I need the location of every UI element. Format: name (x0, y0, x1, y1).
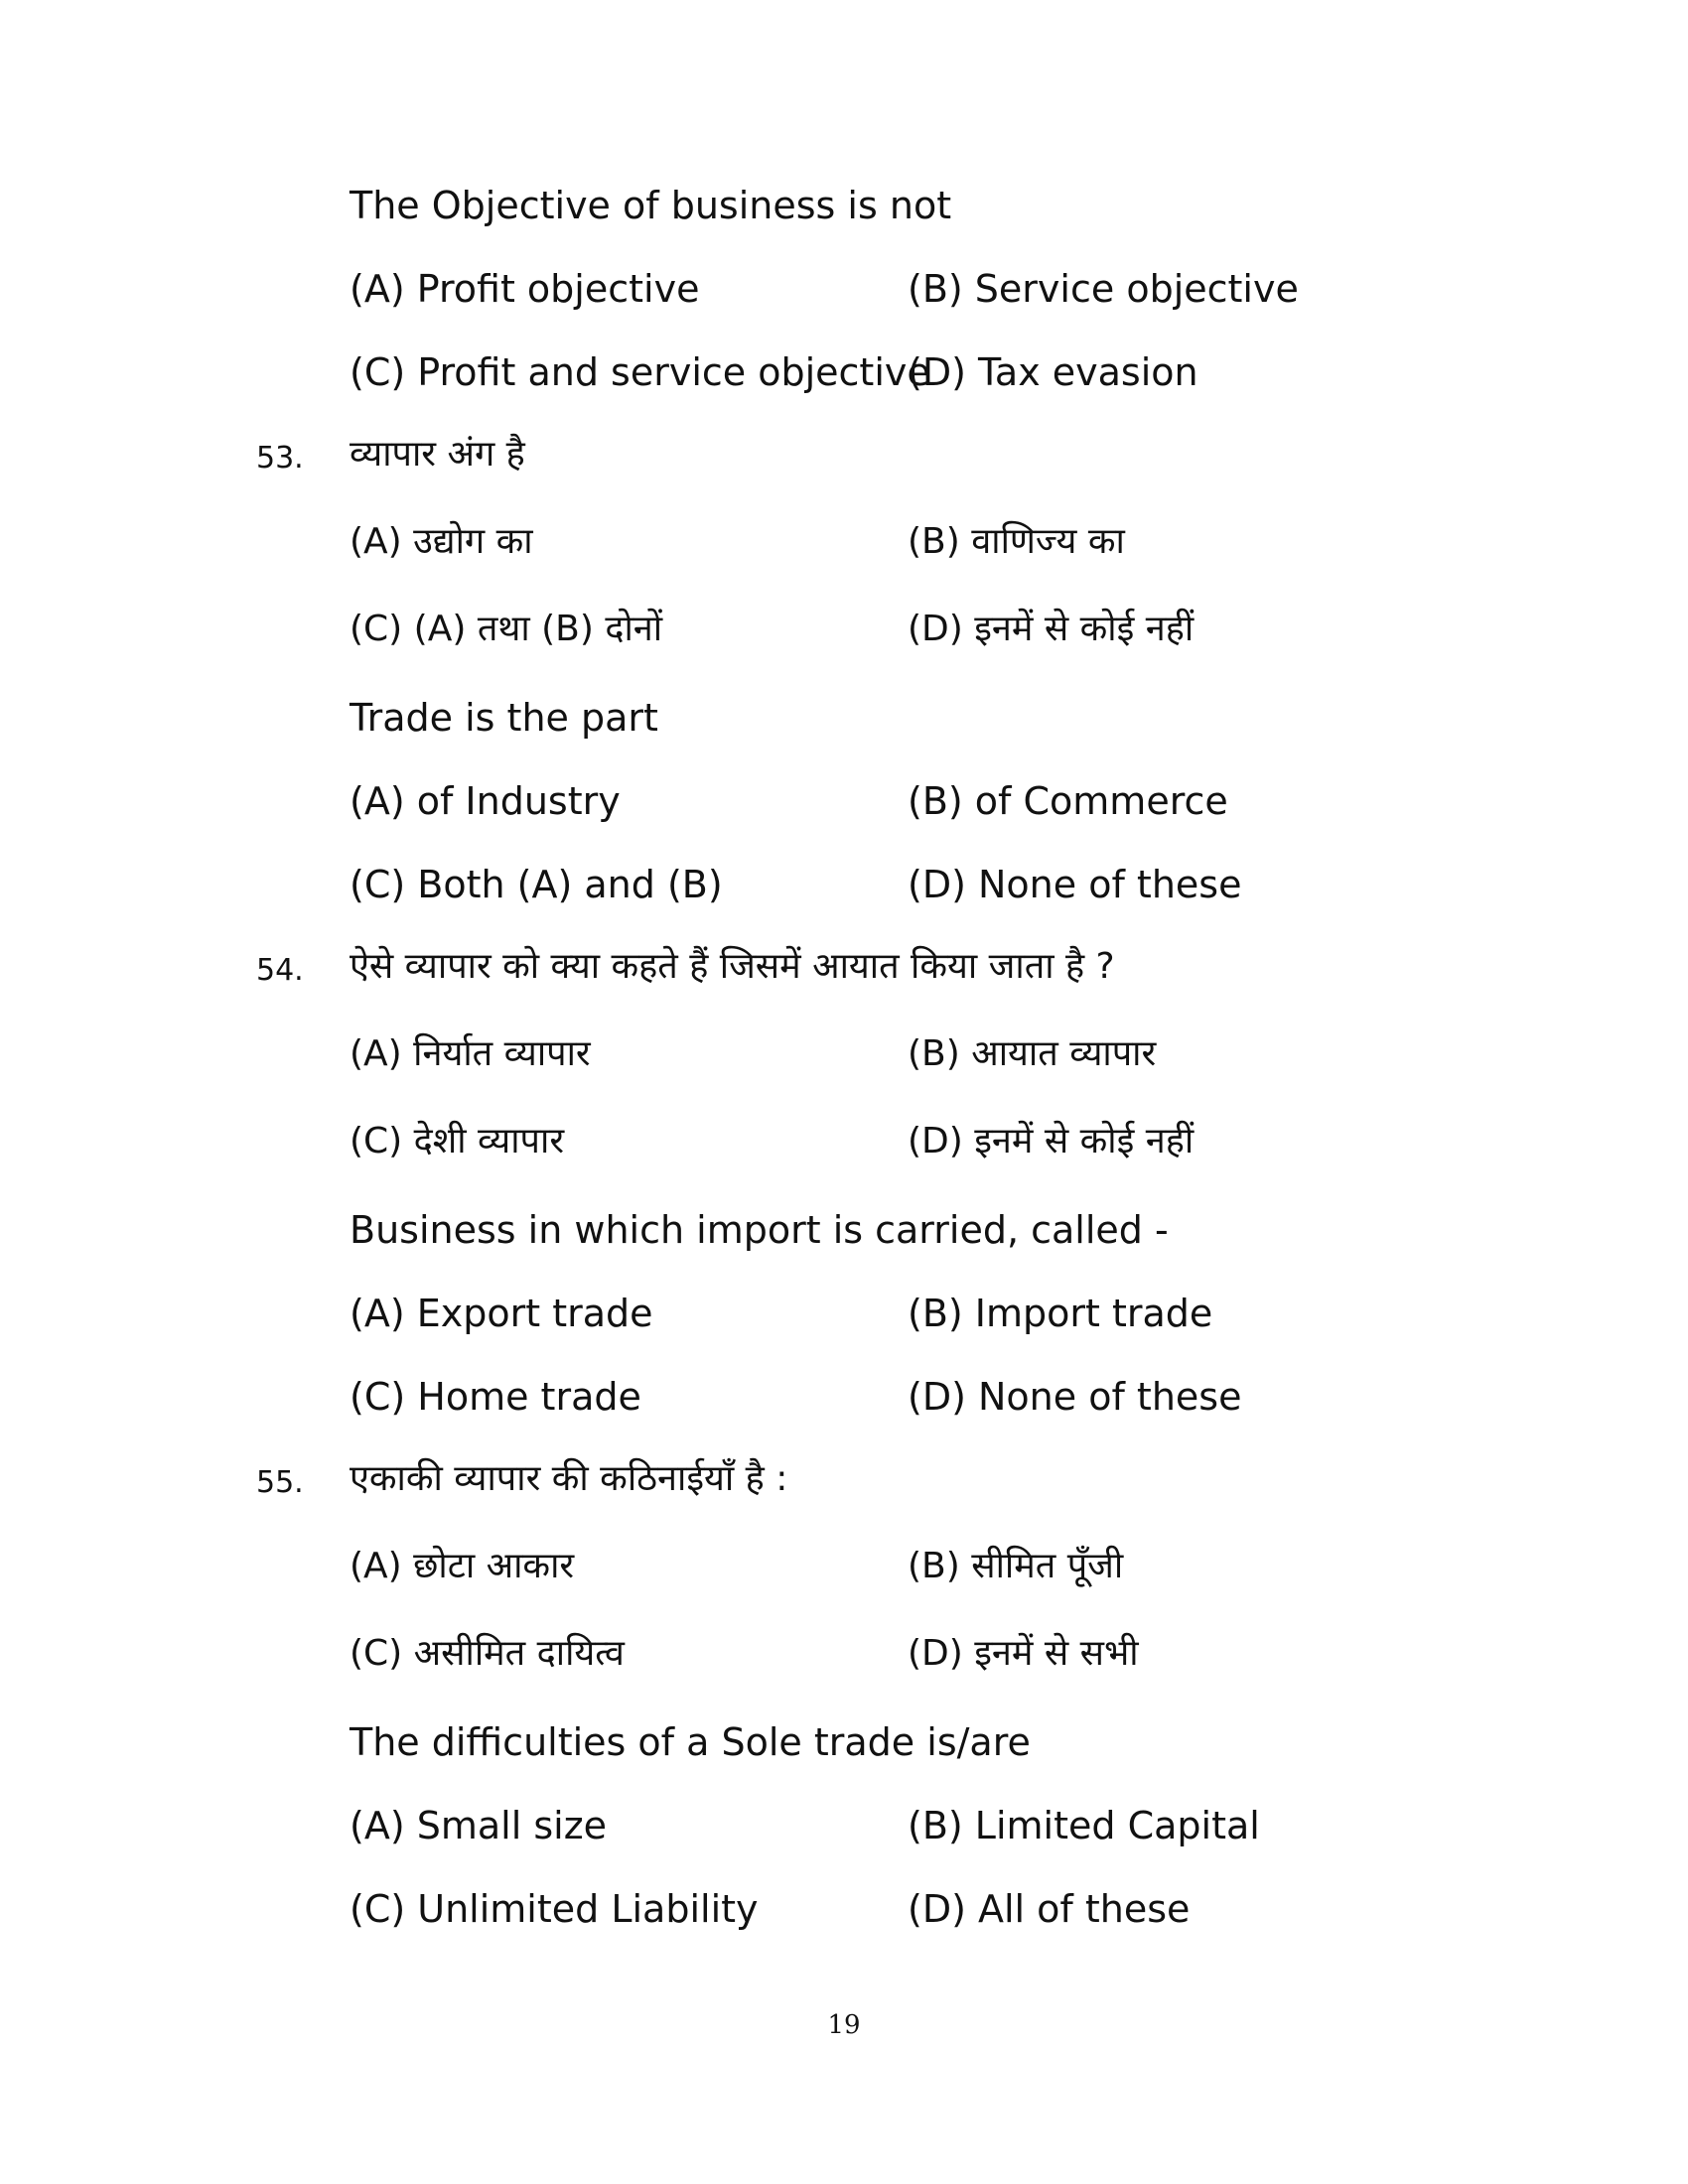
option-b: (B) of Commerce (908, 779, 1228, 823)
option-d-hindi: (D) इनमें से कोई नहीं (908, 609, 1195, 649)
question-stem-english: The difficulties of a Sole trade is/are (350, 1720, 1031, 1764)
option-b: (B) Service objective (908, 267, 1299, 311)
question-stem-hindi: व्यापार अंग है (350, 434, 525, 475)
question-number: 54. (256, 953, 304, 988)
option-a-hindi: (A) निर्यात व्यापार (350, 1033, 591, 1074)
question-stem-hindi: एकाकी व्यापार की कठिनाईयाँ है : (350, 1458, 788, 1499)
page-number: 19 (827, 2010, 861, 2040)
option-c-hindi: (C) असीमित दायित्व (350, 1633, 625, 1674)
option-d-hindi: (D) इनमें से सभी (908, 1633, 1139, 1674)
option-a: (A) Export trade (350, 1292, 653, 1335)
option-c: (C) Unlimited Liability (350, 1887, 759, 1931)
option-a: (A) of Industry (350, 779, 621, 823)
option-d-hindi: (D) इनमें से कोई नहीं (908, 1121, 1195, 1161)
option-c-hindi: (C) देशी व्यापार (350, 1121, 565, 1161)
option-c-hindi: (C) (A) तथा (B) दोनों (350, 609, 663, 649)
question-stem-english: Trade is the part (350, 696, 658, 740)
option-d: (D) None of these (908, 863, 1242, 906)
question-stem-hindi: ऐसे व्यापार को क्या कहते हैं जिसमें आयात किया जाता है ? (350, 946, 1115, 987)
option-a: (A) Profit objective (350, 267, 700, 311)
option-c: (C) Both (A) and (B) (350, 863, 723, 906)
option-a: (A) Small size (350, 1804, 608, 1847)
option-a-hindi: (A) उद्योग का (350, 521, 533, 562)
option-b-hindi: (B) वाणिज्य का (908, 521, 1125, 562)
option-b-hindi: (B) आयात व्यापार (908, 1033, 1157, 1074)
question-stem-english: Business in which import is carried, called - (350, 1208, 1169, 1252)
question-number: 53. (256, 441, 304, 476)
option-a-hindi: (A) छोटा आकार (350, 1546, 575, 1586)
question-stem-english: The Objective of business is not (350, 184, 952, 227)
option-d: (D) All of these (908, 1887, 1191, 1931)
option-c: (C) Home trade (350, 1375, 641, 1419)
option-d: (D) Tax evasion (908, 350, 1198, 394)
option-b: (B) Limited Capital (908, 1804, 1260, 1847)
option-b-hindi: (B) सीमित पूँजी (908, 1546, 1124, 1586)
option-c: (C) Profit and service objective (350, 350, 930, 394)
option-b: (B) Import trade (908, 1292, 1213, 1335)
option-d: (D) None of these (908, 1375, 1242, 1419)
question-number: 55. (256, 1465, 304, 1500)
